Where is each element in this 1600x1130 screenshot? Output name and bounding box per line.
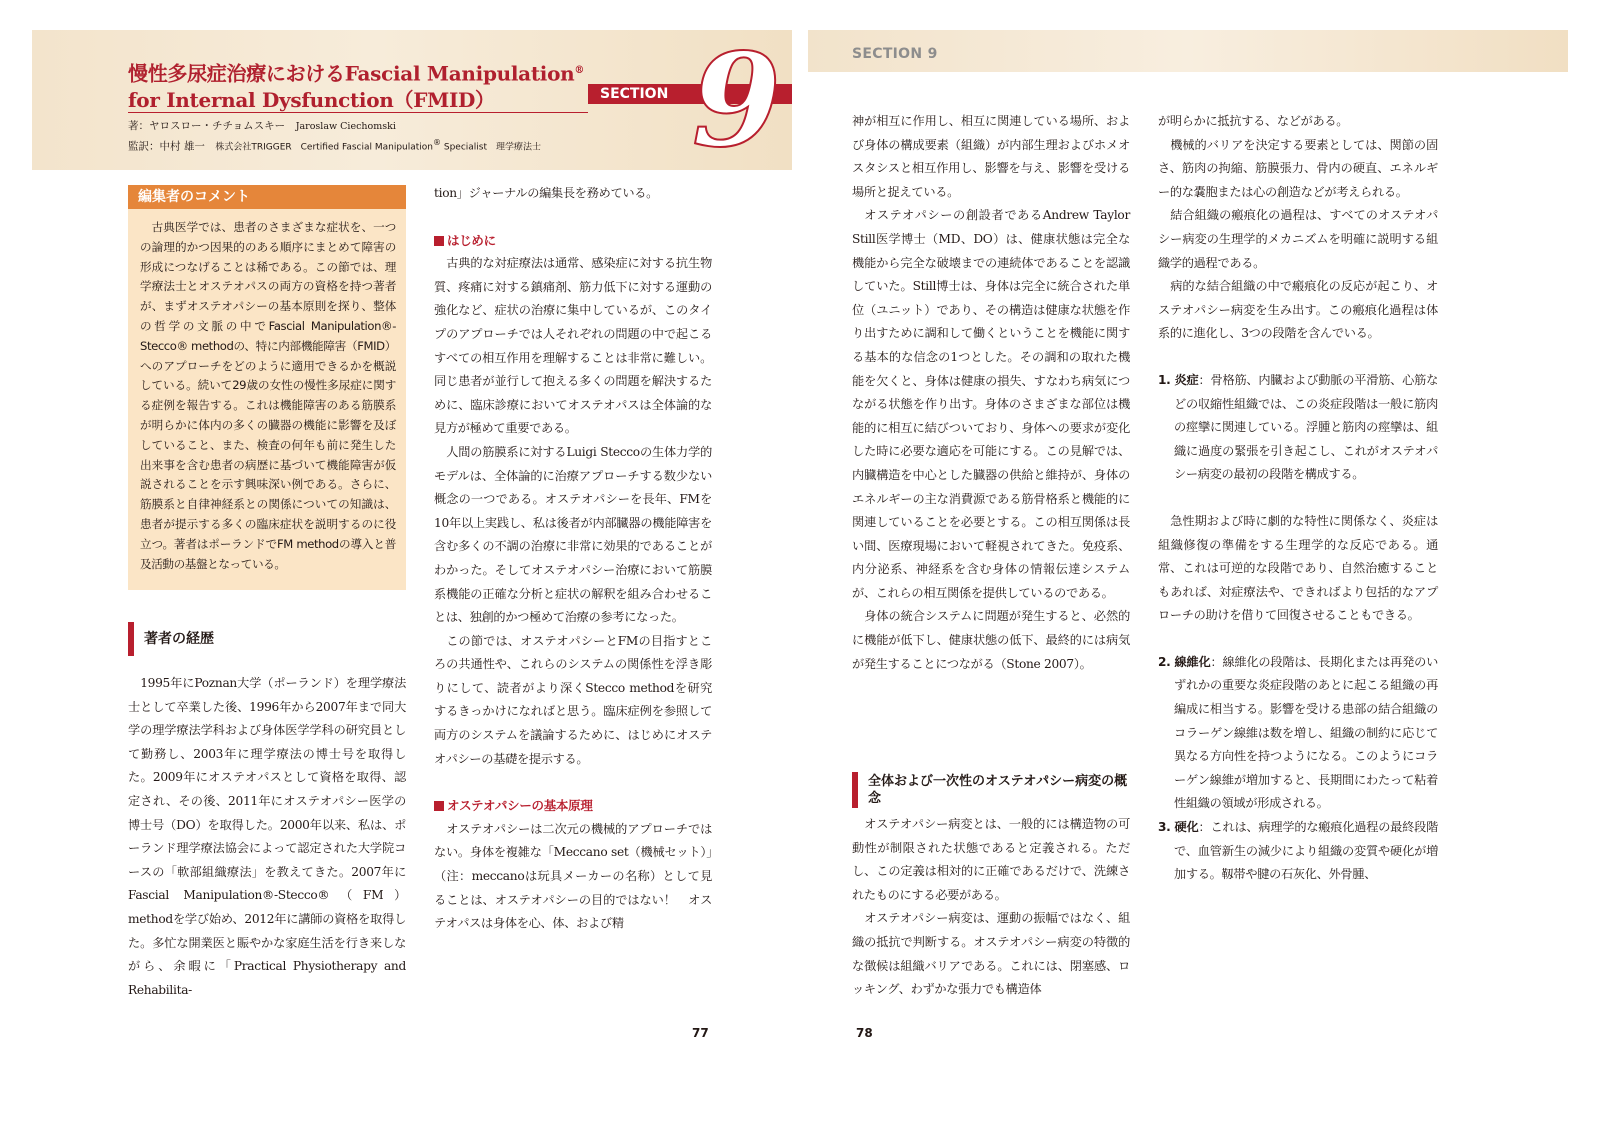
- supervisor-role: Specialist 理学療法士: [441, 142, 542, 153]
- scarring-paragraph: 結合組織の瘢痕化の過程は、すべてのオステオパシー病変の生理学的メカニズムを明確に説明する組織学的過程である。: [1158, 208, 1438, 270]
- stage-2-text: ：線維化の段階は、長期化または再発のいずれかの重要な炎症段階のあとに起こる組織の再編成に相当する。影響を受ける患部の結合組織のコラーゲン線維は数を増し、組織の制約に応じて異なる方向性を持つようになる。このようにコラーゲン線維が増加すると、長期間にわたって粘着性組織の領域が形成される。: [1174, 654, 1438, 811]
- section-badge-label: SECTION: [600, 86, 669, 102]
- section-number-large: 9: [692, 26, 782, 176]
- author-line: [128, 118, 396, 133]
- stage-list-item-inflammation: [1158, 369, 1438, 487]
- lesion-concept-heading: 全体および一次性のオステオパシー病変の概念: [852, 772, 1130, 808]
- stage-1-text: ：骨格筋、内臓および動脈の平滑筋、心筋などの収縮性組織では、この炎症段階は一般に筋肉の痙攣に関連している。浮腫と筋肉の痙攣は、組織に過度の緊張を引き起こし、これがオステオパシー病変の最初の段階を構成する。: [1174, 372, 1439, 482]
- lesion-column: [852, 813, 1130, 1002]
- heading-square-icon: [434, 236, 444, 246]
- career-heading: 著者の経歴: [128, 622, 406, 656]
- stage-3-text: ：これは、病理学的な瘢痕化過程の最終段階で、血管新生の減少により組織の変質や硬化が増加する。靱帯や腱の石灰化、外骨腫、: [1174, 820, 1439, 882]
- basic-principles-heading: [434, 794, 712, 818]
- page-number-left: 77: [692, 1026, 709, 1040]
- supervisor-name: 監訳：中村 雄一: [128, 140, 205, 153]
- stage-3-label: 3. 硬化: [1158, 820, 1199, 835]
- intro-heading-text: はじめに: [447, 232, 496, 248]
- right-page-column-2: [1158, 110, 1438, 887]
- lesion-paragraph-2: オステオパシー病変は、運動の振幅ではなく、組織の抵抗で判断する。オステオパシー病変の特徴的な徴候は組織バリアである。これには、閉塞感、ロッキング、わずかな張力でも構造体: [852, 911, 1130, 997]
- intro-paragraph-2: 人間の筋膜系に対するLuigi Steccoの生体力学的モデルは、全体論的に治療アプローチする数少ない概念の一つである。オステオパシーを長年、FMを10年以上実践し、私は後者が内部臓器の機能障害を含む多くの不調の治療に非常に効果的であることがわかった。そしてオステオパシー治療において筋膜系機能の正確な分析と症状の解釈を組み合わせることは、独創的かつ極めて治療の参考になった。: [434, 444, 712, 625]
- heading-square-icon: [434, 801, 444, 811]
- career-text: 1995年にPoznan大学（ポーランド）を理学療法士として卒業した後、1996年から2007年まで同大学の理学療法学科および身体医学学科の研究員として勤務し、2003年に理学療法の博士号を取得した。2009年にオステオパスとして資格を取得、認定され、その後、2011年にオステオパシー医学の博士号（DO）を取得した。2000年以来、私は、ポーランド理学療法協会によって認定された大学院コースの「軟部組織療法」を教えてきた。2007年にFascial Manipulation®-Stecco®（FM）methodを学び始め、2012年に講師の資格を取得した。多忙な開業医と賑やかな家庭生活を行き来しながら、余暇に「Practical Physiotherapy and Rehabilita-: [128, 676, 406, 997]
- basic-principles-heading-text: オステオパシーの基本原理: [447, 798, 593, 814]
- running-section-label: SECTION 9: [852, 46, 938, 62]
- supervisor-registered-mark: ®: [433, 138, 442, 147]
- body-paragraph-3: 身体の統合システムに問題が発生すると、必然的に機能が低下し、健康状態の低下、最終的には病気が発生することにつながる（Stone 2007）。: [852, 609, 1130, 671]
- body-paragraph-1: 神が相互に作用し、相互に関連している場所、および身体の構成要素（組織）が内部生理およびホメオスタシスと相互作用し、影響を与え、影響を受ける場所と捉えている。: [852, 114, 1130, 199]
- stage-list-item-fibrosis: [1158, 651, 1438, 816]
- title-line-1: 慢性多尿症治療におけるFascial Manipulation: [128, 61, 575, 86]
- body-paragraph-2: オステオパシーの創設者であるAndrew Taylor Still医学博士（MD、DO）は、健康状態は完全な機能から完全な破壊までの連続体であることを認識していた。Still博士は、身体は完全に統合された単位（ユニット）であり、その構造は健康な状態を作り出すために調和して働くということを機能に関する基本的な信念の1つとした。その調和の取れた機能を欠くと、身体は健康の損失、すなわち病気につながる状態を作り出す。身体のさまざまな部位は機能的に相互に結びついており、身体への要求が変化した時に必要な適応を可能にする。この見解では、内臓構造を中心とした臓器の供給と維持が、身体のエネルギーの主な消費源である筋骨格系と機能的に関連していることを必要とする。この相互関係は長い間、医療現場において軽視されてきた。免疫系、内分泌系、神経系を含む身体の情報伝達システムが、これらの相互関係を提供しているのである。: [852, 208, 1130, 600]
- intro-paragraph-1: 古典的な対症療法は通常、感染症に対する抗生物質、疼痛に対する鎮痛剤、筋力低下に対する運動の強化など、症状の治療に集中しているが、このタイプのアプローチでは人それぞれの問題の中で起こるすべての相互作用を理解することは非常に難しい。同じ患者が並行して抱える多くの問題を解決するために、臨床診療においてオステオパスは全体論的な見方が極めて重要である。: [434, 256, 712, 436]
- stages-paragraph: 病的な結合組織の中で瘢痕化の反応が起こり、オステオパシー病変を生み出す。この瘢痕化過程は体系的に進化し、3つの段階を含んでいる。: [1158, 279, 1438, 341]
- stage-2-label: 2. 線維化: [1158, 654, 1211, 669]
- article-title: [128, 58, 598, 113]
- left-page-column-2: [434, 182, 712, 936]
- career-column: [128, 672, 406, 1002]
- barrier-continuation: が明らかに抵抗する、などがある。: [1158, 114, 1349, 128]
- right-page-column-1: [852, 110, 1130, 676]
- stage-list-item-sclerosis: [1158, 816, 1438, 887]
- supervisor-line: [128, 138, 541, 154]
- author-name-latin: Jaroslaw Ciechomski: [295, 121, 396, 132]
- editor-comment-box: [128, 185, 406, 590]
- supervisor-org: 株式会社TRIGGER Certified Fascial Manipulation: [215, 142, 434, 153]
- title-line-2: for Internal Dysfunction（FMID）: [128, 87, 495, 112]
- stage-1-label: 1. 炎症: [1158, 372, 1199, 387]
- basic-principles-paragraph: オステオパシーは二次元の機械的アプローチではない。身体を複雑な「Meccano set（機械セット）」（注：meccanoは玩具メーカーの名称）として見ることは、オステオパシーの目的ではない！ オステオパスは身体を心、体、および精: [434, 821, 712, 931]
- inflammation-paragraph: 急性期および時に劇的な特性に関係なく、炎症は組織修復の準備をする生理学的な反応である。通常、これは可逆的な段階であり、自然治癒することもあれば、対症療法や、できればより包括的なアプローチの助けを借りて回復させることもできる。: [1158, 513, 1438, 623]
- intro-paragraph-3: この節では、オステオパシーとFMの目指すところの共通性や、これらのシステムの関係性を浮き彫りにして、読者がより深くStecco methodを研究するきっかけになればと思う。臨床症例を参照して両方のシステムを議論するために、はじめにオステオパシーの基礎を提示する。: [434, 633, 712, 766]
- lesion-paragraph-1: オステオパシー病変とは、一般的には構造物の可動性が制限された状態であると定義される。ただし、この定義は相対的に正確であるだけで、洗練されたものにする必要がある。: [852, 817, 1130, 902]
- header-rule: [128, 112, 588, 113]
- editor-comment-heading: 編集者のコメント: [128, 185, 406, 209]
- page-number-right: 78: [856, 1026, 873, 1040]
- career-continuation: tion」ジャーナルの編集長を務めている。: [434, 186, 659, 200]
- author-name: 著：ヤロスロー・チチョムスキー: [128, 120, 286, 132]
- intro-heading: [434, 229, 712, 253]
- barrier-paragraph: 機械的バリアを決定する要素としては、関節の固さ、筋肉の拘縮、筋膜張力、骨内の硬直、エネルギー的な嚢胞または心の創造などが考えられる。: [1158, 137, 1438, 199]
- title-registered-mark: ®: [574, 65, 585, 76]
- editor-comment-text: 古典医学では、患者のさまざまな症状を、一つの論理的かつ因果的のある順序にまとめて障害の形成につなげることは稀である。この節では、理学療法士とオステオパスの両方の資格を持つ著者が、まずオステオパシーの基本原則を探り、整体の哲学の文脈の中でFascial Manipulation®-Stecco® methodの、特に内部機能障害（FMID）へのアプローチをどのように適用できるかを概説している。続いて29歳の女性の慢性多尿症に関する症例を報告する。これは機能障害のある筋膜系が明らかに体内の多くの臓器の機能に影響を及ぼしていること、また、検査の何年も前に発生した出来事を含む患者の病歴に基づいて機能障害が仮説されることを示す興味深い例である。さらに、筋膜系と自律神経系との関係についての知識は、患者が提示する多くの臨床症状を説明するのに役立つ。著者はポーランドでFM methodの導入と普及活動の基盤となっている。: [140, 220, 396, 571]
